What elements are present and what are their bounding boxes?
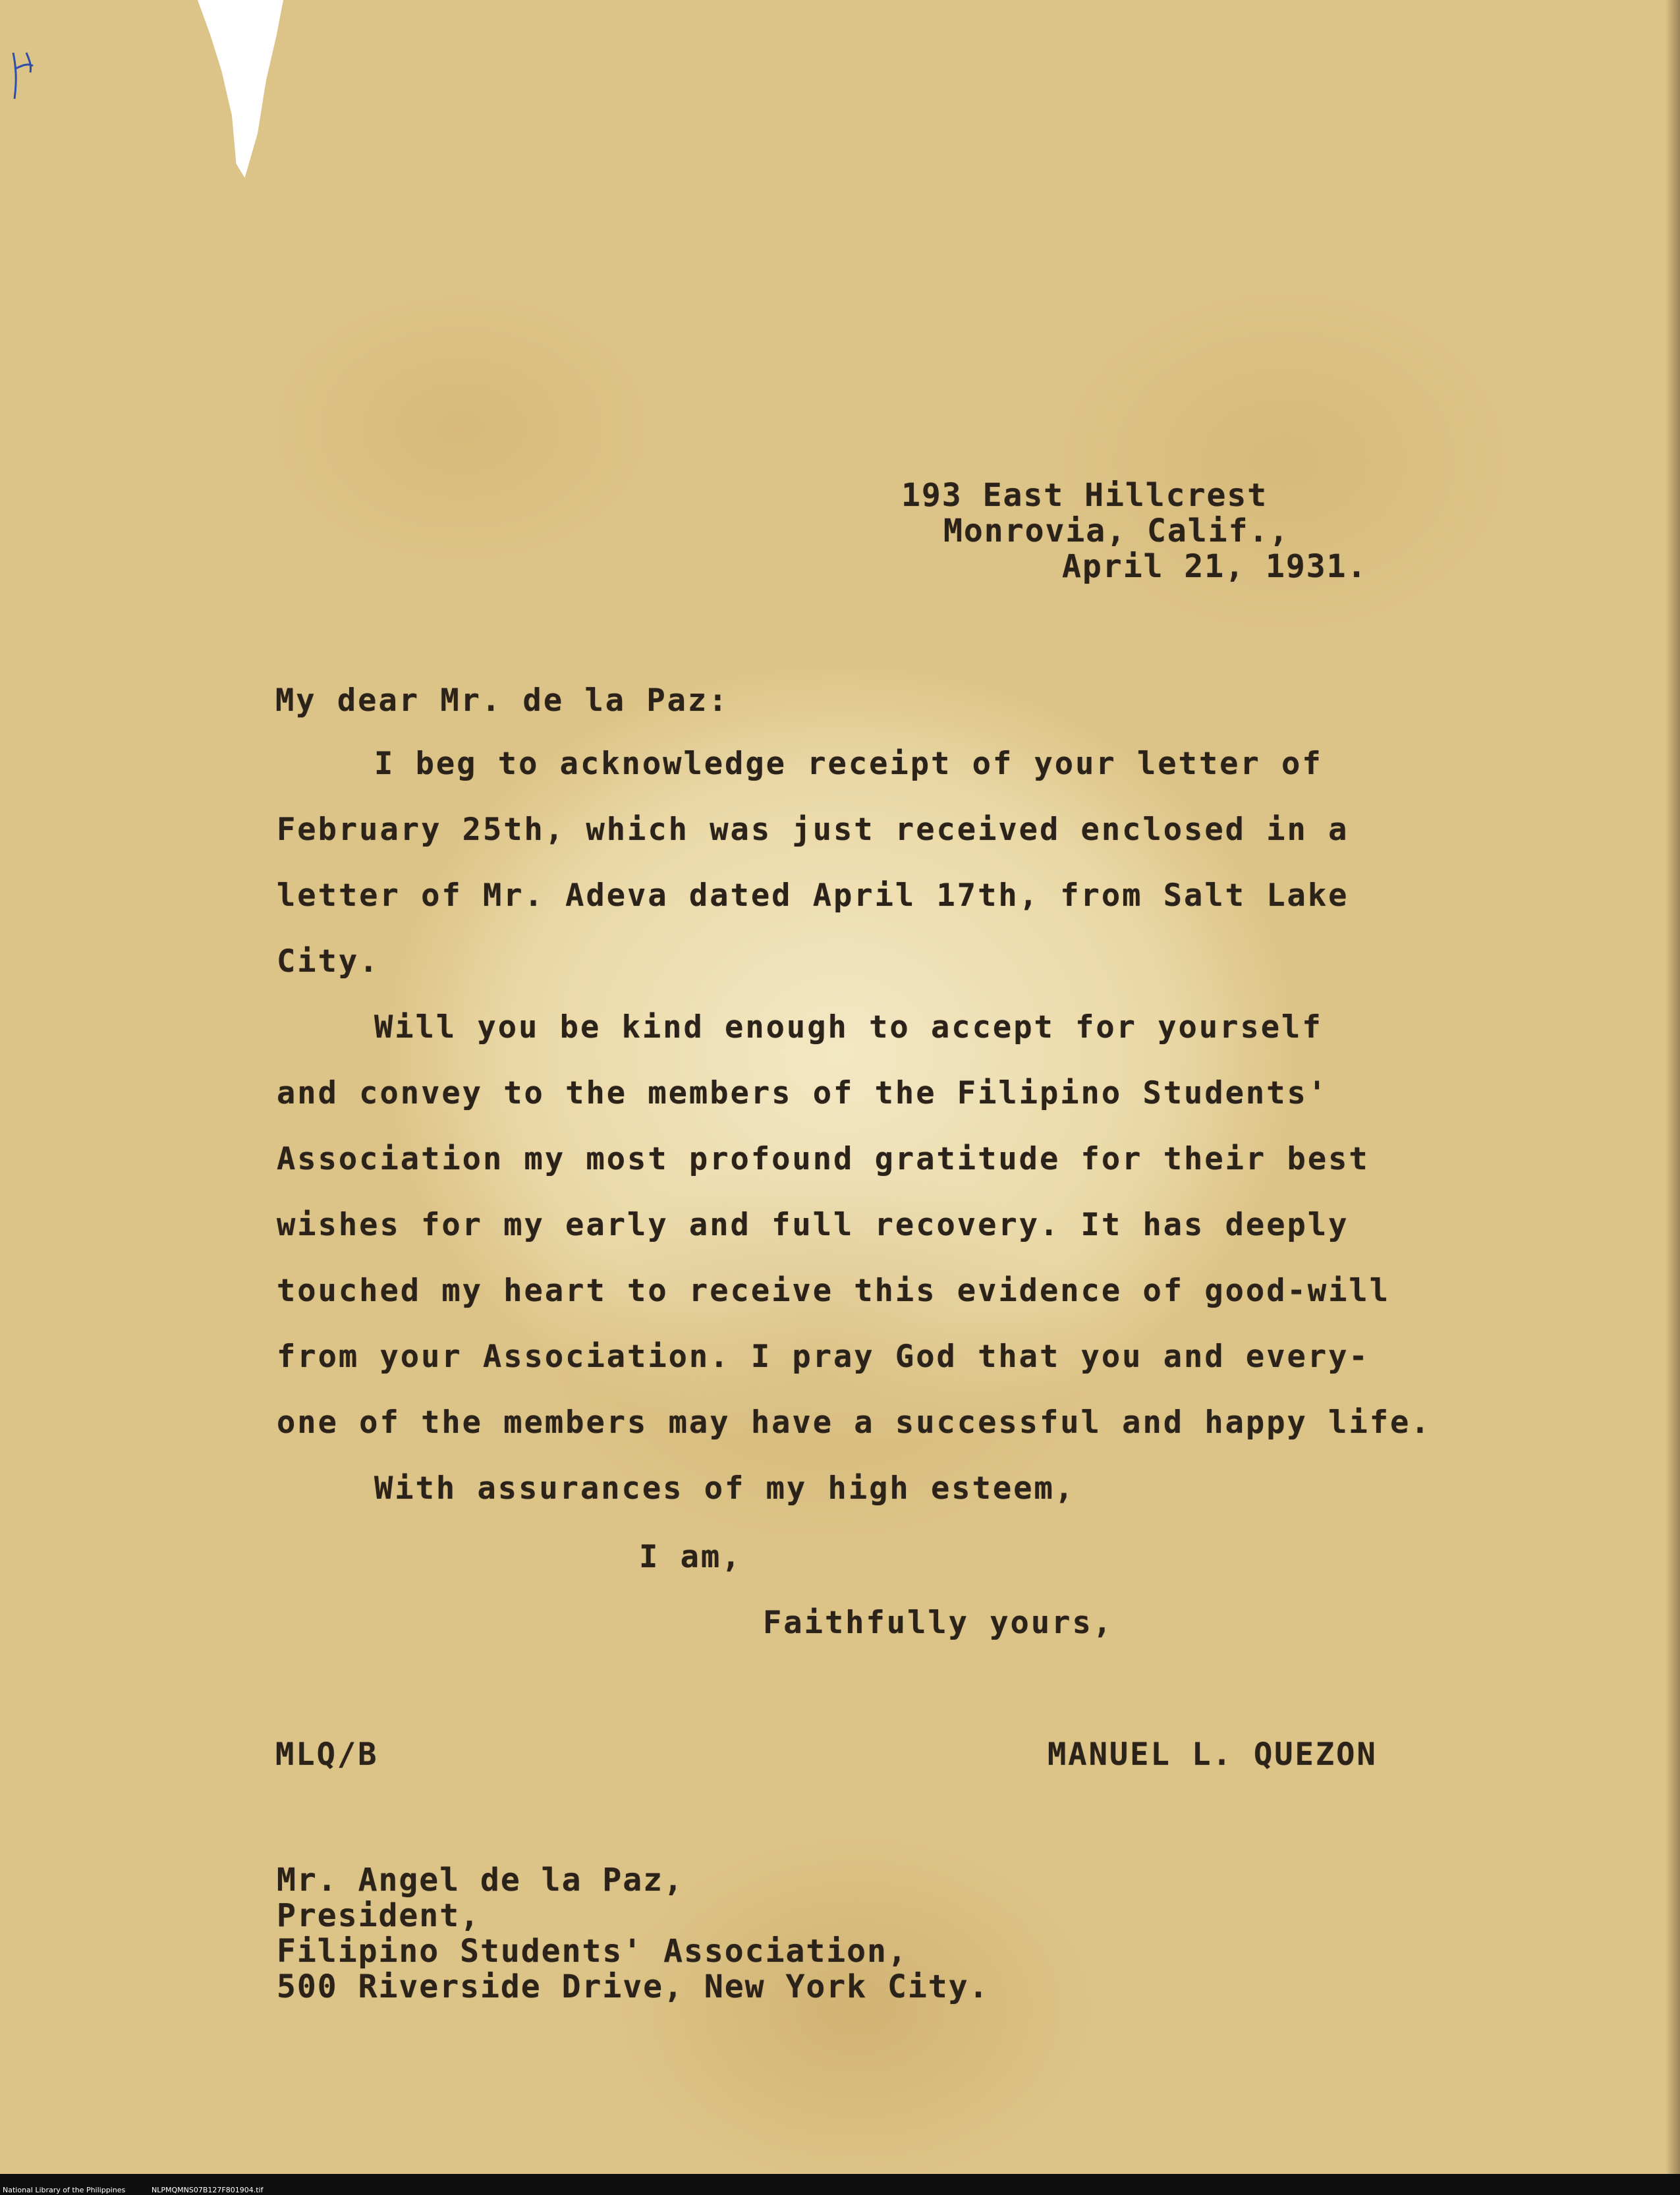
paragraph-2-line-1: Will you be kind enough to accept for yourself (374, 1009, 1323, 1045)
reference-initials: MLQ/B (275, 1737, 379, 1773)
paragraph-2-line-2: and convey to the members of the Filipino Students' (277, 1075, 1329, 1111)
signer-name: MANUEL L. QUEZON (1048, 1737, 1378, 1773)
closing-faithfully: Faithfully yours, (763, 1605, 1114, 1641)
footer-institution: National Library of the Philippines (3, 2186, 126, 2194)
paragraph-1-line-2: February 25th, which was just received enclosed in a (277, 812, 1349, 848)
closing-i-am: I am, (639, 1539, 742, 1575)
recipient-address: 500 Riverside Drive, New York City. (277, 1968, 990, 2005)
paragraph-1-line-1: I beg to acknowledge receipt of your letter of (374, 746, 1323, 782)
footer-file-id: NLPMQMNS07B127F801904.tif (152, 2186, 264, 2194)
paragraph-3-line-1: With assurances of my high esteem, (374, 1470, 1076, 1507)
return-address-street: 193 East Hillcrest (901, 477, 1268, 514)
paragraph-2-line-5: touched my heart to receive this evidence of good-will (277, 1273, 1391, 1309)
paragraph-2-line-4: wishes for my early and full recovery. It has deeply (277, 1207, 1349, 1243)
return-address-city: Monrovia, Calif., (943, 513, 1290, 549)
paragraph-1-line-3: letter of Mr. Adeva dated April 17th, from Salt Lake (277, 877, 1349, 914)
paragraph-2-line-7: one of the members may have a successful and happy life. (277, 1404, 1432, 1441)
recipient-organization: Filipino Students' Association, (277, 1933, 908, 1970)
paragraph-1-line-4: City. (277, 943, 380, 980)
paragraph-2-line-6: from your Association. I pray God that you and every- (277, 1339, 1370, 1375)
salutation: My dear Mr. de la Paz: (275, 682, 729, 719)
paragraph-2-line-3: Association my most profound gratitude for their best (277, 1141, 1370, 1177)
letter-date: April 21, 1931. (1062, 548, 1368, 585)
recipient-title: President, (277, 1897, 480, 1934)
page-edge-shadow (1666, 0, 1680, 2174)
pen-mark-icon (7, 46, 40, 105)
recipient-name: Mr. Angel de la Paz, (277, 1862, 684, 1899)
torn-corner (198, 0, 283, 178)
